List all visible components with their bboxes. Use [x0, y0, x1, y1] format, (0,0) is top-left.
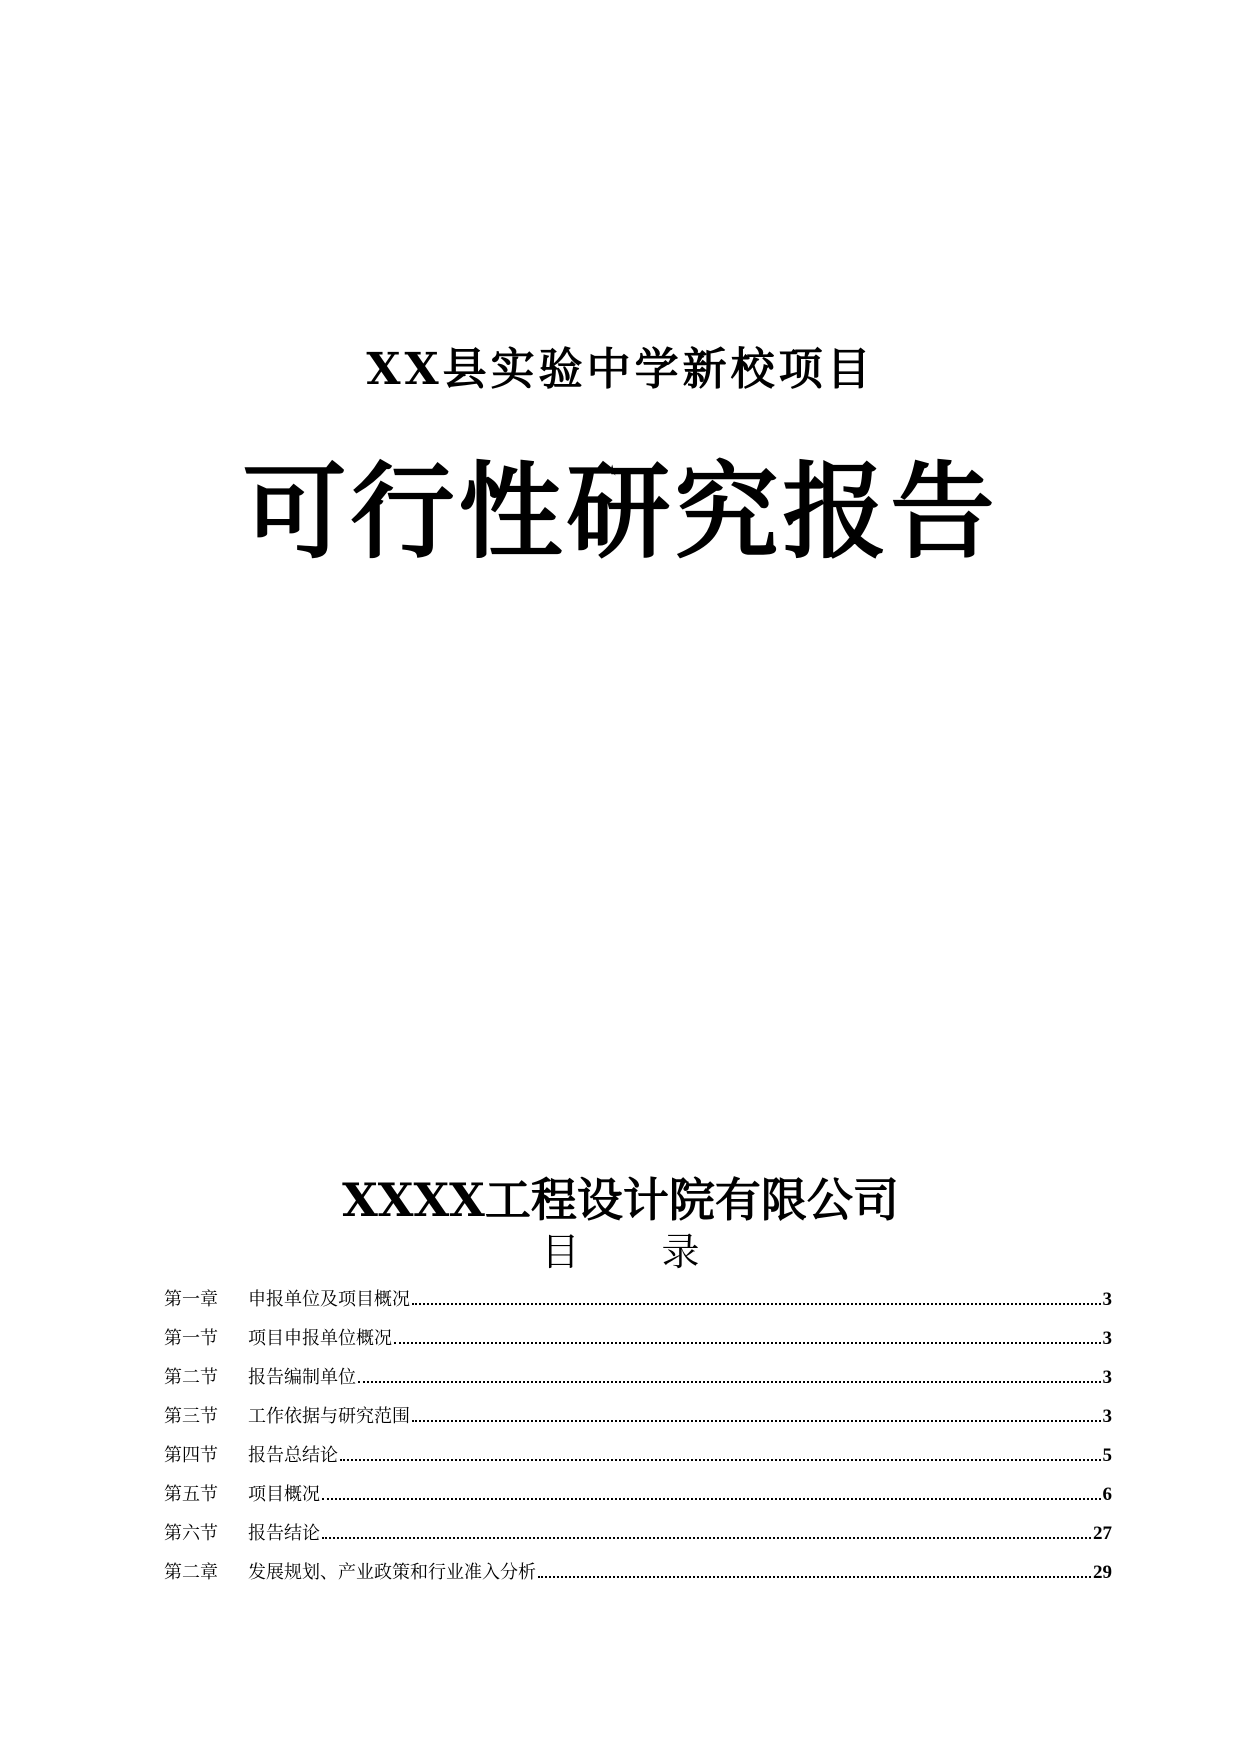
- toc-entry-number: 第二章: [164, 1562, 218, 1583]
- toc-dot-leader: [538, 1575, 1091, 1578]
- toc-dot-leader: [358, 1380, 1101, 1383]
- toc-entry-title: 工作依据与研究范围: [248, 1406, 410, 1427]
- table-of-contents: [164, 1280, 1112, 1592]
- toc-entry-title: 项目概况: [248, 1484, 320, 1505]
- toc-entry-number: 第四节: [164, 1445, 218, 1466]
- toc-dot-leader: [340, 1458, 1101, 1461]
- toc-entry-page: 5: [1102, 1445, 1112, 1466]
- toc-entry-number: 第五节: [164, 1484, 218, 1505]
- toc-entry[interactable]: [164, 1475, 1112, 1514]
- toc-entry-page: 3: [1102, 1289, 1112, 1310]
- toc-entry-number: 第二节: [164, 1367, 218, 1388]
- toc-entry-page: 3: [1102, 1328, 1112, 1349]
- toc-entry-page: 6: [1102, 1484, 1112, 1505]
- toc-entry-title: 项目申报单位概况: [248, 1328, 392, 1349]
- toc-entry-number: 第三节: [164, 1406, 218, 1427]
- toc-entry[interactable]: [164, 1358, 1112, 1397]
- toc-entry-number: 第六节: [164, 1523, 218, 1544]
- toc-entry-title: 报告总结论: [248, 1445, 338, 1466]
- toc-dot-leader: [322, 1497, 1101, 1500]
- toc-heading-left: 目: [541, 1230, 580, 1274]
- company-name: XXXX工程设计院有限公司: [342, 1173, 899, 1227]
- toc-entry-number: 第一节: [164, 1328, 218, 1349]
- toc-entry-page: 3: [1102, 1367, 1112, 1388]
- toc-entry-title: 申报单位及项目概况: [248, 1289, 410, 1310]
- toc-entry-page: 3: [1102, 1406, 1112, 1427]
- report-title: 可行性研究报告: [242, 451, 999, 573]
- toc-heading: [0, 1228, 1241, 1276]
- toc-dot-leader: [322, 1536, 1091, 1539]
- toc-entry[interactable]: [164, 1280, 1112, 1319]
- toc-entry[interactable]: [164, 1319, 1112, 1358]
- toc-entry-page: 27: [1093, 1523, 1112, 1544]
- toc-dot-leader: [394, 1341, 1101, 1344]
- toc-entry-title: 报告结论: [248, 1523, 320, 1544]
- toc-dot-leader: [412, 1419, 1101, 1422]
- toc-entry-page: 29: [1093, 1562, 1112, 1583]
- toc-entry[interactable]: [164, 1514, 1112, 1553]
- toc-entry-title: 报告编制单位: [248, 1367, 356, 1388]
- project-subtitle: XX县实验中学新校项目: [366, 344, 875, 395]
- toc-entry[interactable]: [164, 1553, 1112, 1592]
- toc-entry-title: 发展规划、产业政策和行业准入分析: [248, 1562, 536, 1583]
- toc-heading-right: 录: [661, 1230, 700, 1274]
- toc-entry[interactable]: [164, 1397, 1112, 1436]
- toc-dot-leader: [412, 1302, 1101, 1305]
- toc-entry-number: 第一章: [164, 1289, 218, 1310]
- toc-entry[interactable]: [164, 1436, 1112, 1475]
